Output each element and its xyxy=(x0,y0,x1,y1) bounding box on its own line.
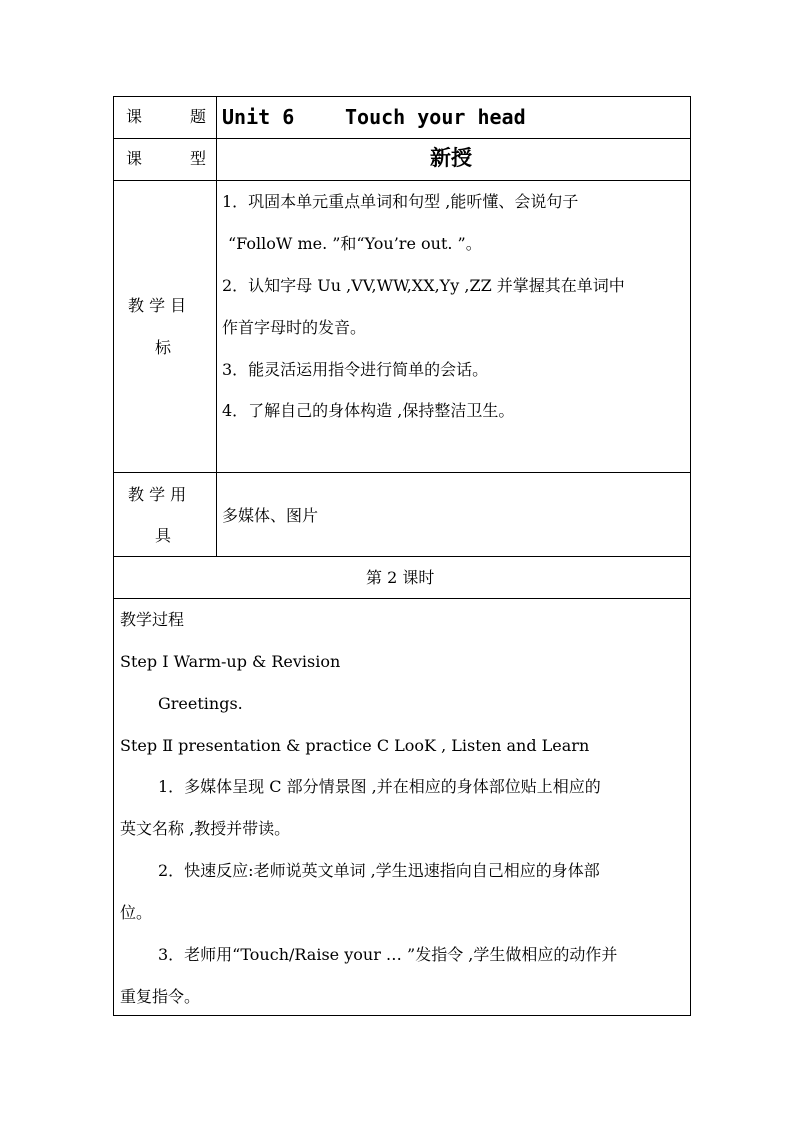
objectives-label-line-2: 标 xyxy=(155,338,172,357)
type-value: 新授 xyxy=(430,145,472,170)
table-border-left xyxy=(113,96,114,1016)
tools-label-line-2: 具 xyxy=(155,526,172,545)
title-label-char-2: 题 xyxy=(189,107,206,126)
objectives-label-line-1: 教 学 目 xyxy=(128,296,187,315)
objective-line-4: 作首字母时的发音。 xyxy=(222,318,367,337)
type-label-char-2: 型 xyxy=(189,149,206,168)
process-line-1: Step I Warm-up & Revision xyxy=(120,652,341,671)
lesson-period: 第 2 课时 xyxy=(366,568,435,587)
title-label-char-1: 课 xyxy=(126,107,143,126)
process-line-6: 2．快速反应:老师说英文单词 ,学生迅速指向自己相应的身体部 xyxy=(158,861,600,880)
row-divider-4 xyxy=(113,556,691,557)
table-border-top xyxy=(113,96,691,97)
objective-line-5: 3．能灵活运用指令进行简单的会话。 xyxy=(222,360,489,379)
process-line-5: 英文名称 ,教授并带读。 xyxy=(120,819,291,838)
process-line-4: 1．多媒体呈现 C 部分情景图 ,并在相应的身体部位贴上相应的 xyxy=(158,777,601,796)
objective-line-3: 2．认知字母 Uu ,VV,WW,XX,Yy ,ZZ 并掌握其在单词中 xyxy=(222,276,625,295)
type-label-char-1: 课 xyxy=(126,149,143,168)
row-divider-1 xyxy=(113,138,691,139)
process-line-3: Step Ⅱ presentation & practice C LooK , Listen and Learn xyxy=(120,736,590,755)
table-border-bottom xyxy=(113,1015,691,1016)
tools-value: 多媒体、图片 xyxy=(222,506,319,525)
column-divider xyxy=(216,96,217,557)
process-line-8: 3．老师用“Touch/Raise your … ”发指令 ,学生做相应的动作并 xyxy=(158,945,618,964)
type-label xyxy=(126,149,206,169)
process-line-2: Greetings. xyxy=(158,694,243,713)
table-border-right xyxy=(690,96,691,1016)
tools-label-line-1: 教 学 用 xyxy=(128,485,187,504)
title-name: Touch your head xyxy=(345,105,526,129)
process-line-7: 位。 xyxy=(120,903,153,922)
objective-line-1: 1．巩固本单元重点单词和句型 ,能听懂、会说句子 xyxy=(222,192,579,211)
row-divider-2 xyxy=(113,180,691,181)
objective-line-6: 4．了解自己的身体构造 ,保持整洁卫生。 xyxy=(222,401,515,420)
process-line-9: 重复指令。 xyxy=(120,987,201,1006)
row-divider-3 xyxy=(113,472,691,473)
title-unit: Unit 6 xyxy=(222,105,295,129)
title-label xyxy=(126,107,206,127)
row-divider-5 xyxy=(113,598,691,599)
process-heading: 教学过程 xyxy=(120,610,185,629)
objective-line-2: “FolloW me. ”和“You’re out. ”。 xyxy=(228,234,482,253)
